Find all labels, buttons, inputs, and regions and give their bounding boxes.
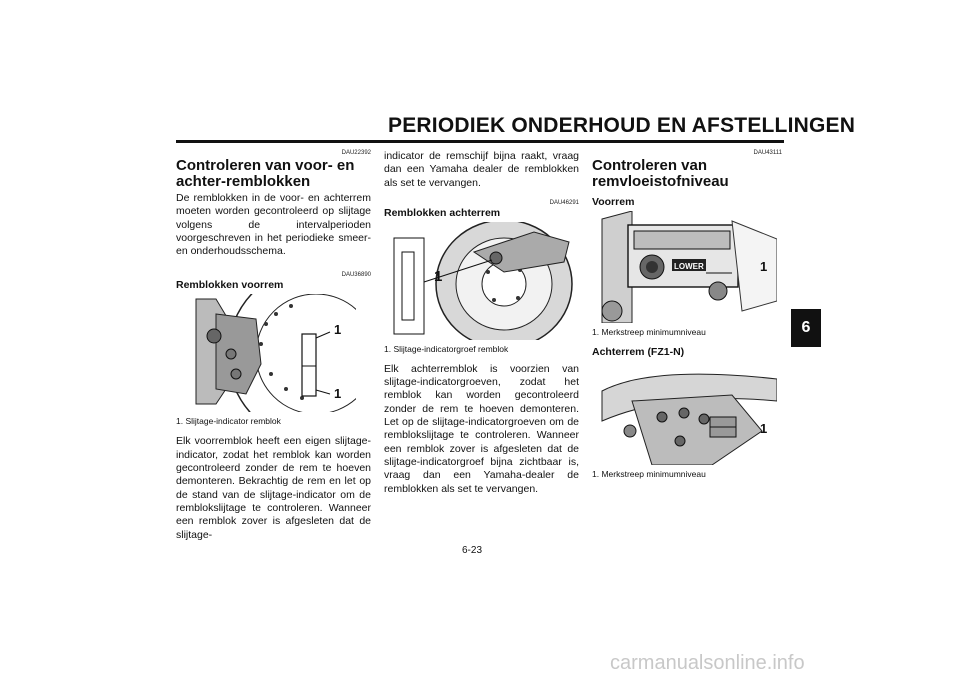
page-number: 6-23 (462, 545, 483, 556)
front-reservoir-illustration (592, 211, 777, 323)
column-rear-pads (384, 150, 579, 496)
section-title-brake-fluid: Controleren van remvloeistofniveau (592, 157, 729, 190)
section-code: DAU36890 (341, 272, 371, 279)
continuation-paragraph: indicator de remschijf bijna raakt, vraag dan een Yamaha dealer de remblokken als set te vervangen. (384, 150, 579, 189)
subtitle-front-brake: Remblokken voorrem (176, 279, 284, 292)
rear-pad-paragraph: Elk achterremblok is voorzien van slijtage-indicatorgroeven, zodat het remblok kan worden gecontroleerd zonder de rem te hoeven demonteren. Let op de slijtage-indicatorgroeven om de remblokslijtage te controleren. Wanneer een remblok zover is afgesleten dat de slijtage-indicatorgroef bijna zichtbaar is, vraag dan een Yamaha-dealer de remblokken als set te vervangen. (384, 362, 579, 495)
chapter-tab: 6 (791, 309, 821, 347)
callout-label: 1 (760, 259, 768, 274)
figure-caption: 1. Merkstreep minimumniveau (592, 327, 706, 337)
callout-label: 1 (334, 322, 342, 338)
figure-caption: 1. Slijtage-indicator remblok (176, 416, 281, 427)
callout-label: 1 (334, 386, 342, 402)
subtitle-rear-reservoir: Achterrem (FZ1-N) (592, 346, 685, 358)
section-code: DAU22392 (341, 150, 371, 156)
section-code: DAU46291 (549, 199, 579, 206)
rear-reservoir-figure (592, 361, 777, 465)
watermark: carmanualsonline.info (610, 652, 805, 674)
front-pad-paragraph: Elk voorremblok heeft een eigen slijtage-indicator, zodat het remblok kan worden gecontroleerd zonder de rem te hoeven demonteren. Bekrachtig de rem en let op de stand van de slijtage-indicator om de remblokslijtage te controleren. Wanneer een remblok zover is afgesleten dat de slijtage- (176, 435, 371, 541)
figure-caption: 1. Slijtage-indicatorgroef remblok (384, 343, 509, 354)
subtitle-rear-brake: Remblokken achterrem (384, 206, 501, 219)
rear-brake-illustration (384, 222, 574, 340)
column-front-rear-pads (176, 150, 371, 542)
callout-label: 1 (760, 421, 768, 436)
subtitle-front-reservoir: Voorrem (592, 196, 635, 208)
figure-caption: 1. Merkstreep minimumniveau (592, 469, 706, 479)
column-brake-fluid (592, 150, 782, 488)
rear-reservoir-illustration (592, 361, 777, 465)
section-code: DAU43111 (753, 150, 782, 156)
front-brake-illustration (176, 294, 356, 412)
rear-brake-figure (384, 222, 574, 340)
page-header-title: PERIODIEK ONDERHOUD EN AFSTELLINGEN (388, 114, 856, 137)
front-reservoir-figure (592, 211, 777, 323)
reservoir-level-text: LOWER (674, 262, 704, 271)
callout-label: 1 (434, 267, 443, 285)
front-brake-figure (176, 294, 356, 412)
intro-paragraph: De remblokken in de voor- en achterrem moeten worden gecontroleerd op slijtage volgens de intervalperioden voorgeschreven in het periodieke smeer- en onderhoudsschema. (176, 192, 371, 258)
section-title-brake-pads: Controleren van voor- en achter-remblokken (176, 157, 355, 190)
header-rule (176, 140, 784, 143)
